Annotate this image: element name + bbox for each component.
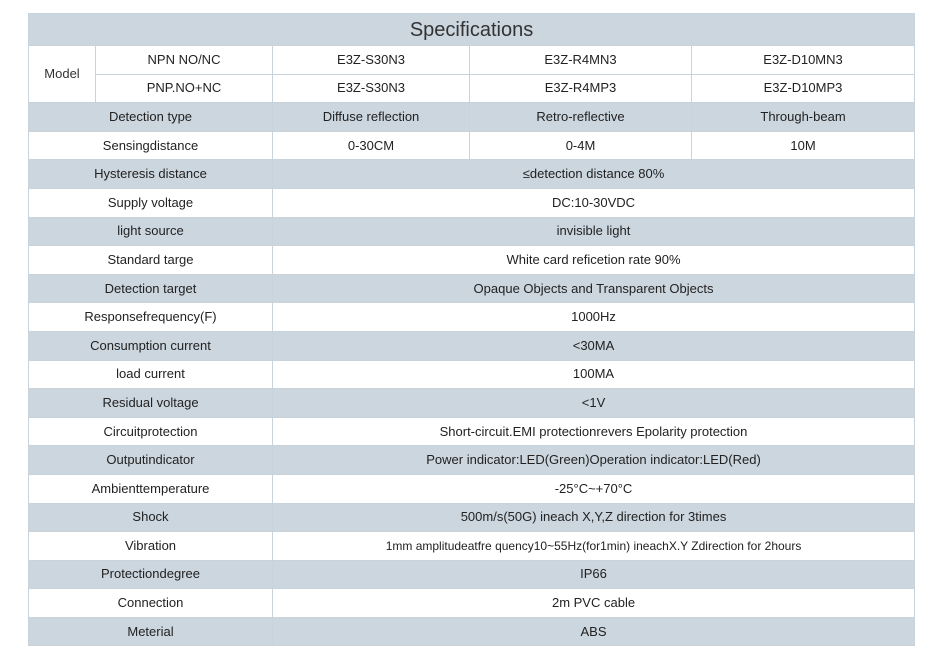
table-cell: Short-circuit.EMI protectionrevers Epolarity protection xyxy=(273,417,915,446)
table-row xyxy=(29,446,915,475)
row-label: Circuitprotection xyxy=(29,417,273,446)
table-cell: E3Z-S30N3 xyxy=(273,46,470,75)
table-cell: <1V xyxy=(273,389,915,418)
row-label: Sensingdistance xyxy=(29,131,273,160)
row-label: Meterial xyxy=(29,617,273,646)
table-cell: Diffuse reflection xyxy=(273,103,470,132)
row-label: Ambienttemperature xyxy=(29,474,273,503)
row-label: Supply voltage xyxy=(29,188,273,217)
table-cell: ≤detection distance 80% xyxy=(273,160,915,189)
table-row xyxy=(29,246,915,275)
table-cell: 1000Hz xyxy=(273,303,915,332)
table-cell: <30MA xyxy=(273,331,915,360)
table-cell: -25°C~+70°C xyxy=(273,474,915,503)
table-cell: Power indicator:LED(Green)Operation indicator:LED(Red) xyxy=(273,446,915,475)
table-cell: 0-30CM xyxy=(273,131,470,160)
row-label: Outputindicator xyxy=(29,446,273,475)
table-cell: 500m/s(50G) ineach X,Y,Z direction for 3times xyxy=(273,503,915,532)
row-label: Detection target xyxy=(29,274,273,303)
table-row xyxy=(29,303,915,332)
row-label: Vibration xyxy=(29,532,273,561)
table-title: Specifications xyxy=(29,14,915,46)
row-label: Consumption current xyxy=(29,331,273,360)
table-cell: White card reficetion rate 90% xyxy=(273,246,915,275)
table-row xyxy=(29,274,915,303)
table-row xyxy=(29,131,915,160)
row-label: Protectiondegree xyxy=(29,560,273,589)
table-row xyxy=(29,331,915,360)
table-row xyxy=(29,160,915,189)
table-cell: IP66 xyxy=(273,560,915,589)
specifications-table xyxy=(28,13,915,646)
model-label: Model xyxy=(29,46,96,103)
model-row-pnp xyxy=(29,74,915,103)
table-cell: E3Z-R4MN3 xyxy=(470,46,692,75)
table-cell: ABS xyxy=(273,617,915,646)
row-label: Responsefrequency(F) xyxy=(29,303,273,332)
row-label: light source xyxy=(29,217,273,246)
table-row xyxy=(29,188,915,217)
table-cell: invisible light xyxy=(273,217,915,246)
table-cell: 2m PVC cable xyxy=(273,589,915,618)
table-cell: E3Z-D10MP3 xyxy=(692,74,915,103)
table-row xyxy=(29,617,915,646)
table-row xyxy=(29,589,915,618)
row-label: Residual voltage xyxy=(29,389,273,418)
table-row xyxy=(29,474,915,503)
row-label: Standard targe xyxy=(29,246,273,275)
table-cell: E3Z-R4MP3 xyxy=(470,74,692,103)
table-cell: Through-beam xyxy=(692,103,915,132)
table-cell: 0-4M xyxy=(470,131,692,160)
table-cell: E3Z-D10MN3 xyxy=(692,46,915,75)
table-cell: E3Z-S30N3 xyxy=(273,74,470,103)
table-row xyxy=(29,103,915,132)
row-label: load current xyxy=(29,360,273,389)
row-label: Connection xyxy=(29,589,273,618)
row-label: Shock xyxy=(29,503,273,532)
model-row-npn xyxy=(29,46,915,75)
row-label: Detection type xyxy=(29,103,273,132)
table-cell: DC:10-30VDC xyxy=(273,188,915,217)
row-label: NPN NO/NC xyxy=(96,46,273,75)
table-row xyxy=(29,389,915,418)
row-label: Hysteresis distance xyxy=(29,160,273,189)
table-cell: Opaque Objects and Transparent Objects xyxy=(273,274,915,303)
table-cell: 1mm amplitudeatfre quency10~55Hz(for1min) ineachX.Y Zdirection for 2hours xyxy=(273,532,915,561)
table-row xyxy=(29,503,915,532)
table-cell: 100MA xyxy=(273,360,915,389)
table-row xyxy=(29,217,915,246)
table-cell: Retro-reflective xyxy=(470,103,692,132)
table-row xyxy=(29,532,915,561)
title-row xyxy=(29,14,915,46)
table-row xyxy=(29,360,915,389)
table-row xyxy=(29,417,915,446)
table-cell: 10M xyxy=(692,131,915,160)
table-row xyxy=(29,560,915,589)
row-label: PNP.NO+NC xyxy=(96,74,273,103)
